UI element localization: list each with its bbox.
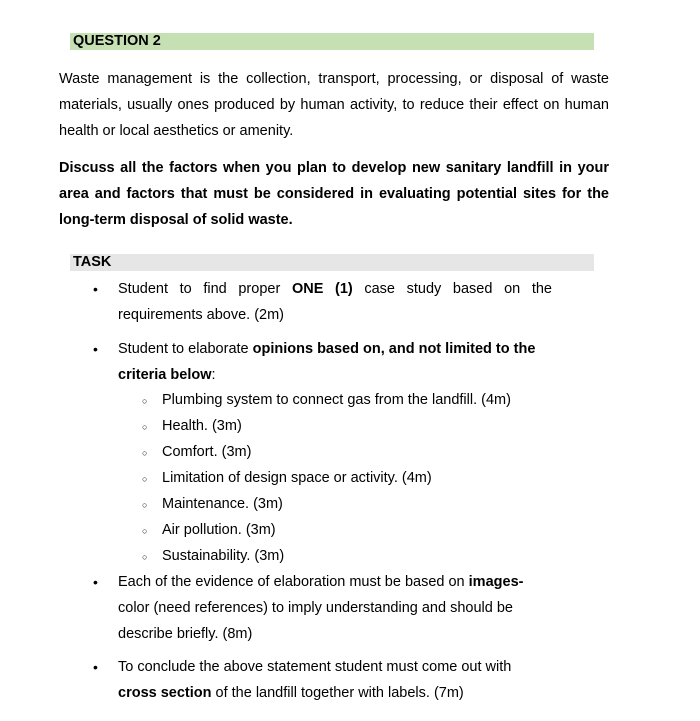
task-item-2 [118,336,552,388]
bullet-icon: • [93,281,98,297]
task-item-1-pre: Student to find proper [118,281,292,297]
criteria-item: Comfort. (3m) [162,444,252,460]
sub-bullet-icon: ○ [142,422,148,432]
task-heading [70,254,594,271]
sub-bullet-icon: ○ [142,552,148,562]
criteria-item: Air pollution. (3m) [162,522,276,538]
task-item-3-pre: Each of the evidence of elaboration must be based on [118,574,469,590]
task-item-4-bold: cross section [118,685,212,701]
task-heading-text: TASK [73,254,112,270]
sub-bullet-icon: ○ [142,500,148,510]
discuss-paragraph: Discuss all the factors when you plan to develop new sanitary landfill in your area and factors that must be considered in evaluating potential sites for the long-term disposal of solid waste. [59,160,609,228]
task-item-2-bold: opinions based on, and not limited to the criteria below [118,341,536,383]
task-item-2-post: : [211,367,216,383]
bullet-icon: • [93,574,98,590]
task-item-3-post: color (need references) to imply understanding and should be describe briefly. (8m) [118,600,513,642]
question-heading-text: QUESTION 2 [73,33,161,49]
task-item-3-bold: images- [468,574,524,590]
task-item-2-pre: Student to elaborate [118,341,253,357]
bullet-icon: • [93,341,98,357]
criteria-item: Limitation of design space or activity. (4m) [162,470,432,486]
task-item-1-post: case study based on the requirements above. (2m) [118,281,552,323]
task-item-1-bold: ONE (1) [291,281,353,297]
task-item-4-pre: To conclude the above statement student must come out with [118,659,512,675]
sub-bullet-icon: ○ [142,474,148,484]
criteria-item: Plumbing system to connect gas from the landfill. (4m) [162,392,511,408]
criteria-item: Sustainability. (3m) [162,548,285,564]
sub-bullet-icon: ○ [142,526,148,536]
bullet-icon: • [93,659,98,675]
task-item-1 [118,276,552,328]
intro-paragraph: Waste management is the collection, transport, processing, or disposal of waste materials, usually ones produced by human activity, to reduce their effect on human health or local aesthetics or amenity. [59,71,609,139]
criteria-item: Health. (3m) [162,418,242,434]
task-item-4-post: of the landfill together with labels. (7m) [211,685,464,701]
criteria-item: Maintenance. (3m) [162,496,283,512]
question-heading [70,33,594,50]
task-item-3 [118,569,552,647]
sub-bullet-icon: ○ [142,396,148,406]
task-item-4 [118,654,552,706]
sub-bullet-icon: ○ [142,448,148,458]
